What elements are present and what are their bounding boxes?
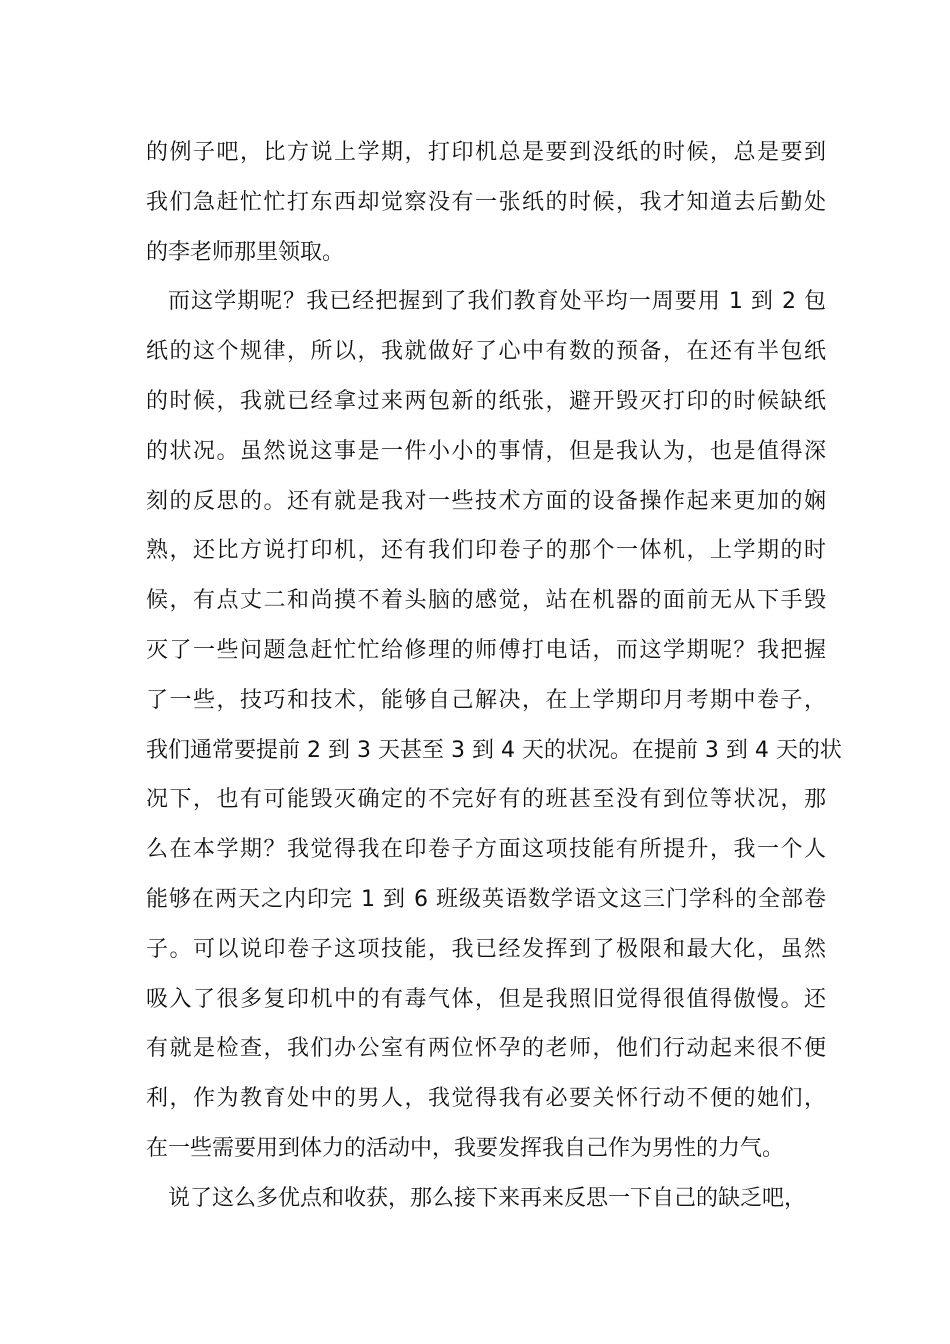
text-line: 的例子吧，比方说上学期，打印机总是要到没纸的时候，总是要到	[146, 140, 826, 165]
text-line: 而这学期呢？我已经把握到了我们教育处平均一周要用 1 到 2 包	[168, 289, 827, 315]
text-line: 的时候，我就已经拿过来两包新的纸张，避开毁灭打印的时候缺纸	[146, 388, 826, 414]
text-line: 灭了一些问题急赶忙忙给修理的师傅打电话，而这学期呢？我把握	[146, 637, 826, 663]
text-line: 吸入了很多复印机中的有毒气体，但是我照旧觉得很值得傲慢。还	[146, 986, 826, 1012]
text-line: 候，有点丈二和尚摸不着头脑的感觉，站在机器的面前无从下手毁	[146, 588, 826, 614]
text-line: 有就是检查，我们办公室有两位怀孕的老师，他们行动起来很不便	[146, 1036, 826, 1062]
text-line: 我们急赶忙忙打东西却觉察没有一张纸的时候，我才知道去后勤处	[146, 189, 826, 215]
text-line: 能够在两天之内印完 1 到 6 班级英语数学语文这三门学科的全部卷	[146, 886, 826, 912]
text-line: 子。可以说印卷子这项技能，我已经发挥到了极限和最大化，虽然	[146, 936, 826, 962]
document-body	[146, 128, 842, 1224]
text-line: 么在本学期？我觉得我在印卷子方面这项技能有所提升，我一个人	[146, 837, 826, 863]
text-line: 在一些需要用到体力的活动中，我要发挥我自己作为男性的力气。	[146, 1135, 785, 1161]
text-line: 了一些，技巧和技术，能够自己解决，在上学期印月考期中卷子，	[146, 687, 826, 713]
text-line: 况下，也有可能毁灭确定的不完好有的班甚至没有到位等状况，那	[146, 787, 826, 813]
text-line: 我们通常要提前 2 到 3 天甚至 3 到 4 天的状况。在提前 3 到 4 天的状	[146, 737, 842, 763]
text-line: 刻的反思的。还有就是我对一些技术方面的设备操作起来更加的娴	[146, 488, 826, 514]
text-line: 的状况。虽然说这事是一件小小的事情，但是我认为，也是值得深	[146, 438, 826, 464]
text-line: 说了这么多优点和收获，那么接下来再来反思一下自己的缺乏吧，	[168, 1185, 807, 1211]
text-line: 的李老师那里领取。	[146, 239, 345, 265]
text-line: 利，作为教育处中的男人，我觉得我有必要关怀行动不便的她们，	[146, 1086, 826, 1112]
text-line: 纸的这个规律，所以，我就做好了心中有数的预备，在还有半包纸	[146, 339, 826, 365]
text-line: 熟，还比方说打印机，还有我们印卷子的那个一体机，上学期的时	[146, 538, 826, 564]
